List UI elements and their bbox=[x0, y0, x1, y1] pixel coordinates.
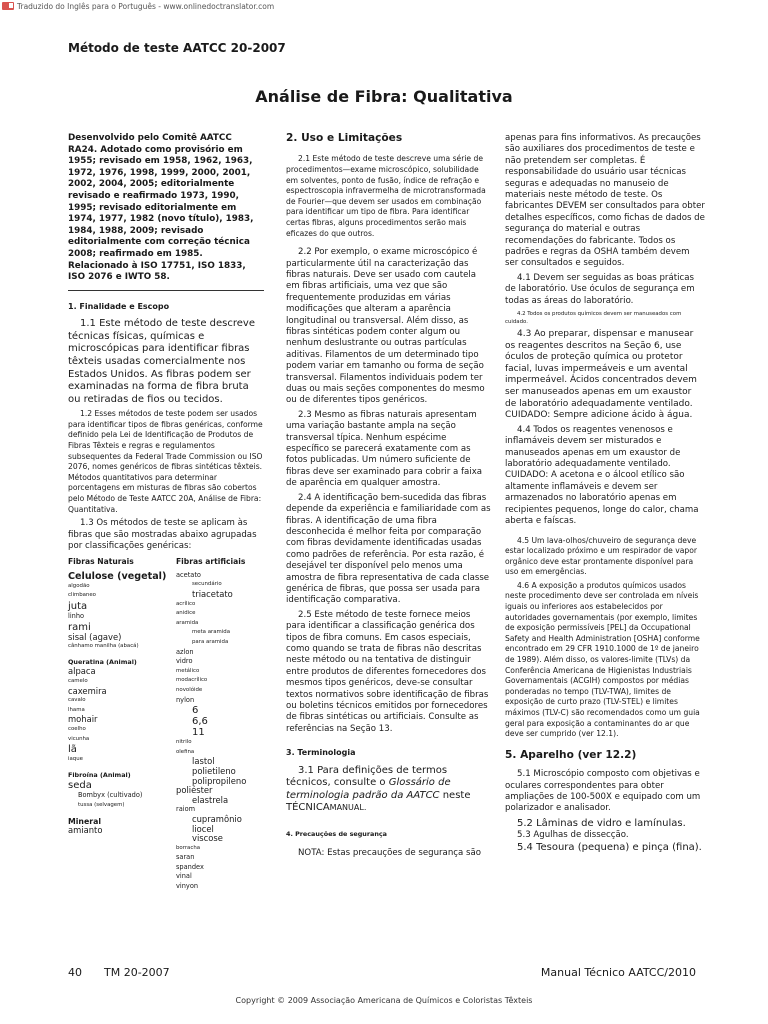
section-divider bbox=[68, 290, 264, 291]
paragraph-2-1: 2.1 Este método de teste descreve uma série de procedimentos—exame microscópico, solubilidade em solventes, ponto de fusão, índice de refração e espectroscopia infravermelha de microtransformada de Fourier—que devem ser usados em combinação para identificar um tipo de fibra. Para identificar certas fibras, alguns procedimentos serão mais eficazes do que outros. bbox=[286, 154, 486, 238]
paragraph-1-2: 1.2 Esses métodos de teste podem ser usados para identificar tipos de fibras genéricas, conforme definido pela Lei de Identificação de Produtos de Fibras Têxteis e regras e regulamentos subsequentes da Federal Trade Commission ou ISO 2076, nomes genéricos de fibras sintéticas têxteis. Métodos quantitativos para determinar porcentagens em misturas de fibras são cobertos pelo Método de Teste AATCC 20A, Análise de Fibra: Quantitativa. bbox=[68, 409, 263, 514]
fiber-item: para aramida bbox=[192, 639, 229, 645]
paragraph-2-4: 2.4 A identificação bem-sucedida das fibras depende da experiência e familiaridade com as fibras. A identificação de uma fibra desconhecida é melhor feita por comparação com fibras devidamente identificadas usadas como padrões de referência. Por esta razão, é desejável ter disponível pelo menos uma amostra de fibra representativa de cada classe genérica de fibras, que possa ser usada para identificação comparativa. bbox=[286, 492, 491, 606]
paragraph-2-3: 2.3 Mesmo as fibras naturais apresentam uma variação bastante ampla na seção transversal típica. Nenhum espécime específico se parecerá exatamente com as fotos publicadas. Um número suficiente de fibras deve ser examinado para cobrir a faixa de aparência em qualquer amostra. bbox=[286, 409, 483, 489]
paragraph-4-4: 4.4 Todos os reagentes venenosos e inflamáveis devem ser misturados e manuseados apenas em um exaustor de laboratório adequadamente ventilado. CUIDADO: A acetona e o álcool etílico são altamente inflamáveis e devem ser armazenados no laboratório apenas em recipientes pequenos, longe do calor, chama aberta e faíscas. bbox=[505, 424, 699, 527]
fiber-item: coelho bbox=[68, 725, 86, 732]
paragraph-4-1: 4.1 Devem ser seguidas as boas práticas de laboratório. Use óculos de segurança em todas as áreas do laboratório. bbox=[505, 272, 695, 306]
paragraph-3-1-text-2: neste TÉCNICA bbox=[286, 789, 471, 814]
fiber-item: cupramônio bbox=[192, 813, 242, 824]
column-1 bbox=[68, 133, 264, 892]
fiber-item: Bombyx (cultivado) bbox=[78, 791, 143, 800]
development-history: Desenvolvido pelo Comitê AATCC RA24. Adotado como provisório em 1955; revisado em 1958, 1962, 1963, 1972, 1976, 1998, 1999, 2000, 2001, 2002, 2004, 2005; editorialmente revisado e reafirmado 1973, 1990, 1995; revisado editorialmente em 1974, 1977, 1982 (novo título), 1983, 1984, 1988, 2009; revisado editorialmente com correção técnica 2008; reafirmado em 1985. Relacionado à ISO 17751, ISO 1833, ISO 2076 e IWTO 58. bbox=[68, 133, 254, 283]
fiber-item: vinyon bbox=[176, 882, 199, 891]
fiber-item: linho bbox=[68, 612, 85, 621]
paragraph-3-1-text: 3.1 Para definições de termos técnicos, consulte o bbox=[286, 764, 448, 789]
fiber-item: Celulose (vegetal) bbox=[68, 570, 167, 582]
fiber-item: vidro bbox=[176, 657, 193, 666]
paragraph-5-3: 5.3 Agulhas de dissecção. bbox=[517, 830, 629, 841]
paragraph-4-5: 4.5 Um lava-olhos/chuveiro de segurança deve estar localizado próximo e um respirador de vapor orgânico deve estar prontamente disponível para uso em emergências. bbox=[505, 535, 698, 577]
main-title: Análise de Fibra: Qualitativa bbox=[255, 87, 513, 106]
fiber-item: Mineral bbox=[68, 816, 102, 826]
fiber-item: nylon bbox=[176, 695, 195, 704]
manual-reference: MANUAL. bbox=[329, 803, 367, 813]
section-3-heading: 3. Terminologia bbox=[286, 748, 356, 758]
fiber-item: sisal (agave) bbox=[68, 631, 122, 642]
paragraph-4-continued: apenas para fins informativos. As precauções são auxiliares dos procedimentos de teste e não pretendem ser completas. É responsabilidade do usuário usar técnicas seguras e adequadas no manuseio de materiais neste método de teste. Os fabricantes DEVEM ser consultados para obter detalhes específicos, como fichas de dados de segurança do material e outras recomendações do fabricante. Todos os padrões e regras da OSHA também devem ser consultados e seguidos. bbox=[505, 133, 705, 269]
section-1-heading: 1. Finalidade e Escopo bbox=[68, 301, 170, 311]
fiber-item: novolóide bbox=[176, 686, 203, 693]
doc-title: Método de teste AATCC 20-2007 bbox=[68, 41, 286, 55]
paragraph-2-2: 2.2 Por exemplo, o exame microscópico é particularmente útil na caracterização das fibras naturais. Deve ser usado com cautela em fibras artificiais, uma vez que são frequentemente produzidas em várias modificações que alteram a aparência longitudinal ou transversal. Além disso, as fibras sintéticas podem conter algum ou nenhum deslustrante ou outras partículas aditivas. Filamentos de um determinado tipo podem variar em tamanho ou forma de seção transversal. Filamentos individuais podem ter duas ou mais seções componentes do mesmo ou de diferentes tipos genéricos. bbox=[286, 247, 485, 406]
fiber-item: mohair bbox=[68, 714, 98, 725]
natural-fibers-heading: Fibras Naturais bbox=[68, 557, 134, 567]
paragraph-5-4: 5.4 Tesoura (pequena) e pinça (fina). bbox=[517, 841, 702, 853]
fiber-item: secundário bbox=[192, 581, 222, 588]
fiber-item: saran bbox=[176, 853, 195, 862]
fiber-item: iaque bbox=[68, 756, 83, 763]
section-4-heading: 4. Precauções de segurança bbox=[286, 830, 387, 838]
paragraph-3-1 bbox=[286, 765, 492, 815]
paragraph-4-3: 4.3 Ao preparar, dispensar e manusear os reagentes descritos na Seção 6, use óculos de proteção química ou protetor facial, luvas impermeáveis e um avental impermeável. Ácidos concentrados devem ser manuseados apenas em um exaustor de laboratório adequadamente ventilado. CUIDADO: Sempre adicione ácido à água. bbox=[505, 329, 697, 421]
section-5-heading: 5. Aparelho (ver 12.2) bbox=[505, 748, 637, 761]
section-2-heading: 2. Uso e Limitações bbox=[286, 132, 403, 144]
fiber-item: poliéster bbox=[176, 785, 213, 796]
fiber-item: viscose bbox=[192, 833, 223, 844]
fiber-item: aramida bbox=[176, 619, 199, 626]
footer-left bbox=[68, 966, 192, 979]
fiber-item: lastol bbox=[192, 756, 215, 767]
paragraph-1-3: 1.3 Os métodos de teste se aplicam às fibras que são mostradas abaixo agrupadas por classificações genéricas: bbox=[68, 518, 257, 552]
natural-fibers-list bbox=[68, 571, 176, 836]
fiber-item: Fibroína (Animal) bbox=[68, 770, 131, 779]
safety-note: NOTA: Estas precauções de segurança são bbox=[298, 848, 481, 859]
fiber-item: metálico bbox=[176, 667, 200, 674]
fiber-item: seda bbox=[68, 780, 92, 792]
fiber-item: camelo bbox=[68, 678, 88, 684]
footer-test-method: TM 20-2007 bbox=[104, 966, 170, 979]
fiber-item: 11 bbox=[192, 727, 205, 739]
page-number: 40 bbox=[68, 966, 82, 979]
fiber-item: azlon bbox=[176, 647, 194, 656]
paragraph-5-1: 5.1 Microscópio composto com objetivas e oculares correspondentes para obter ampliações de 100-500X e equipado com um polarizador e analisador. bbox=[505, 769, 701, 814]
fiber-item: cânhamo manilha (abacá) bbox=[68, 643, 139, 650]
fiber-item: vicunha bbox=[68, 735, 90, 742]
paragraph-4-2: 4.2 Todos os produtos químicos devem ser manuseados com cuidado. bbox=[505, 311, 682, 326]
fiber-item: lã bbox=[68, 744, 77, 756]
translator-icon bbox=[2, 2, 14, 10]
fiber-item: meta aramida bbox=[192, 629, 230, 636]
natural-fibers-column bbox=[68, 556, 176, 891]
fiber-item: modacrílico bbox=[176, 677, 208, 684]
fiber-item: spandex bbox=[176, 862, 204, 871]
fiber-item: amianto bbox=[68, 825, 103, 836]
artificial-fibers-column bbox=[176, 556, 264, 891]
fiber-item: Queratina (Animal) bbox=[68, 657, 137, 666]
translator-banner[interactable] bbox=[2, 0, 274, 12]
copyright: Copyright © 2009 Associação Americana de Químicos e Coloristas Têxteis bbox=[235, 996, 533, 1005]
fiber-item: elastrela bbox=[192, 794, 229, 805]
fiber-item: acrílico bbox=[176, 600, 196, 607]
artificial-fibers-heading: Fibras artificiais bbox=[176, 557, 246, 567]
fiber-item: liocel bbox=[192, 823, 214, 834]
fiber-item: cavalo bbox=[68, 697, 86, 704]
fiber-item: acetato bbox=[176, 570, 201, 579]
fiber-item: borracha bbox=[176, 844, 201, 851]
fiber-item: raiom bbox=[176, 805, 196, 814]
fiber-item: triacetato bbox=[192, 589, 233, 600]
artificial-fibers-list bbox=[176, 571, 264, 892]
fiber-classification-table bbox=[68, 556, 264, 891]
fiber-item: tussa (selvagem) bbox=[78, 801, 125, 808]
fiber-item: alpaca bbox=[68, 666, 96, 677]
fiber-item: nitrilo bbox=[176, 739, 192, 746]
fiber-item: polipropileno bbox=[192, 775, 247, 786]
fiber-item: 6,6 bbox=[192, 716, 208, 728]
fiber-item: 6 bbox=[192, 705, 199, 717]
fiber-item: rami bbox=[68, 621, 91, 633]
column-2 bbox=[286, 133, 492, 863]
fiber-item: olefina bbox=[176, 748, 195, 755]
paragraph-1-1: 1.1 Este método de teste descreve técnicas físicas, químicas e microscópicas para identificar fibras têxteis usadas comercialmente nos Estados Unidos. As fibras podem ser examinadas na forma de fibra bruta ou retiradas de fios ou tecidos. bbox=[68, 318, 255, 405]
fiber-item: vinal bbox=[176, 872, 192, 881]
fiber-item: climbaneo bbox=[68, 592, 96, 599]
paragraph-4-6: 4.6 A exposição a produtos químicos usados neste procedimento deve ser controlada em níveis iguais ou inferiores aos estabelecidos por autoridades governamentais (por exemplo, limites de exposição permissíveis [PEL] da Occupational Safety and Health Administration [OSHA] conforme encontrado em 29 CFR 1910.1000 de 1º de janeiro de 1989). Além disso, os valores-limite (TLVs) da Conferência Americana de Higienistas Industriais Governamentais (ACGIH) compostos por médias ponderadas no tempo (TLV-TWA), limites de exposição de curto prazo (TLV-STEL) e limites máximos (TLV-C) são recomendados como um guia geral para exposição a contaminantes do ar que deve ser cumprido (ver 12.1). bbox=[505, 580, 700, 739]
translator-banner-text[interactable]: Traduzido do Inglês para o Português - www.onlinedoctranslator.com bbox=[17, 1, 275, 11]
paragraph-2-5: 2.5 Este método de teste fornece meios para identificar a classificação genérica dos tipos de fibra comuns. Em casos especiais, como quando se trata de fibras não descritas neste método ou na tentativa de distinguir entre produtos de diferentes fornecedores dos mesmos tipos genéricos, deve-se consultar textos normativos sobre identificação de fibras ou boletins técnicos emitidos por fornecedores de fibras sintéticas ou artificiais. Consulte as referências na Seção 13. bbox=[286, 609, 489, 734]
fiber-item: algodão bbox=[68, 582, 90, 589]
fiber-item: juta bbox=[68, 601, 88, 613]
paragraph-5-2: 5.2 Lâminas de vidro e lamínulas. bbox=[517, 817, 686, 829]
fiber-item: caxemira bbox=[68, 685, 107, 696]
column-3 bbox=[505, 133, 705, 854]
glossary-reference: Glossário de terminologia padrão da AATCC bbox=[286, 777, 451, 801]
fiber-item: anidice bbox=[176, 610, 196, 617]
footer-manual: Manual Técnico AATCC/2010 bbox=[540, 966, 696, 979]
fiber-item: polietileno bbox=[192, 765, 236, 776]
fiber-item: lhama bbox=[68, 706, 85, 713]
